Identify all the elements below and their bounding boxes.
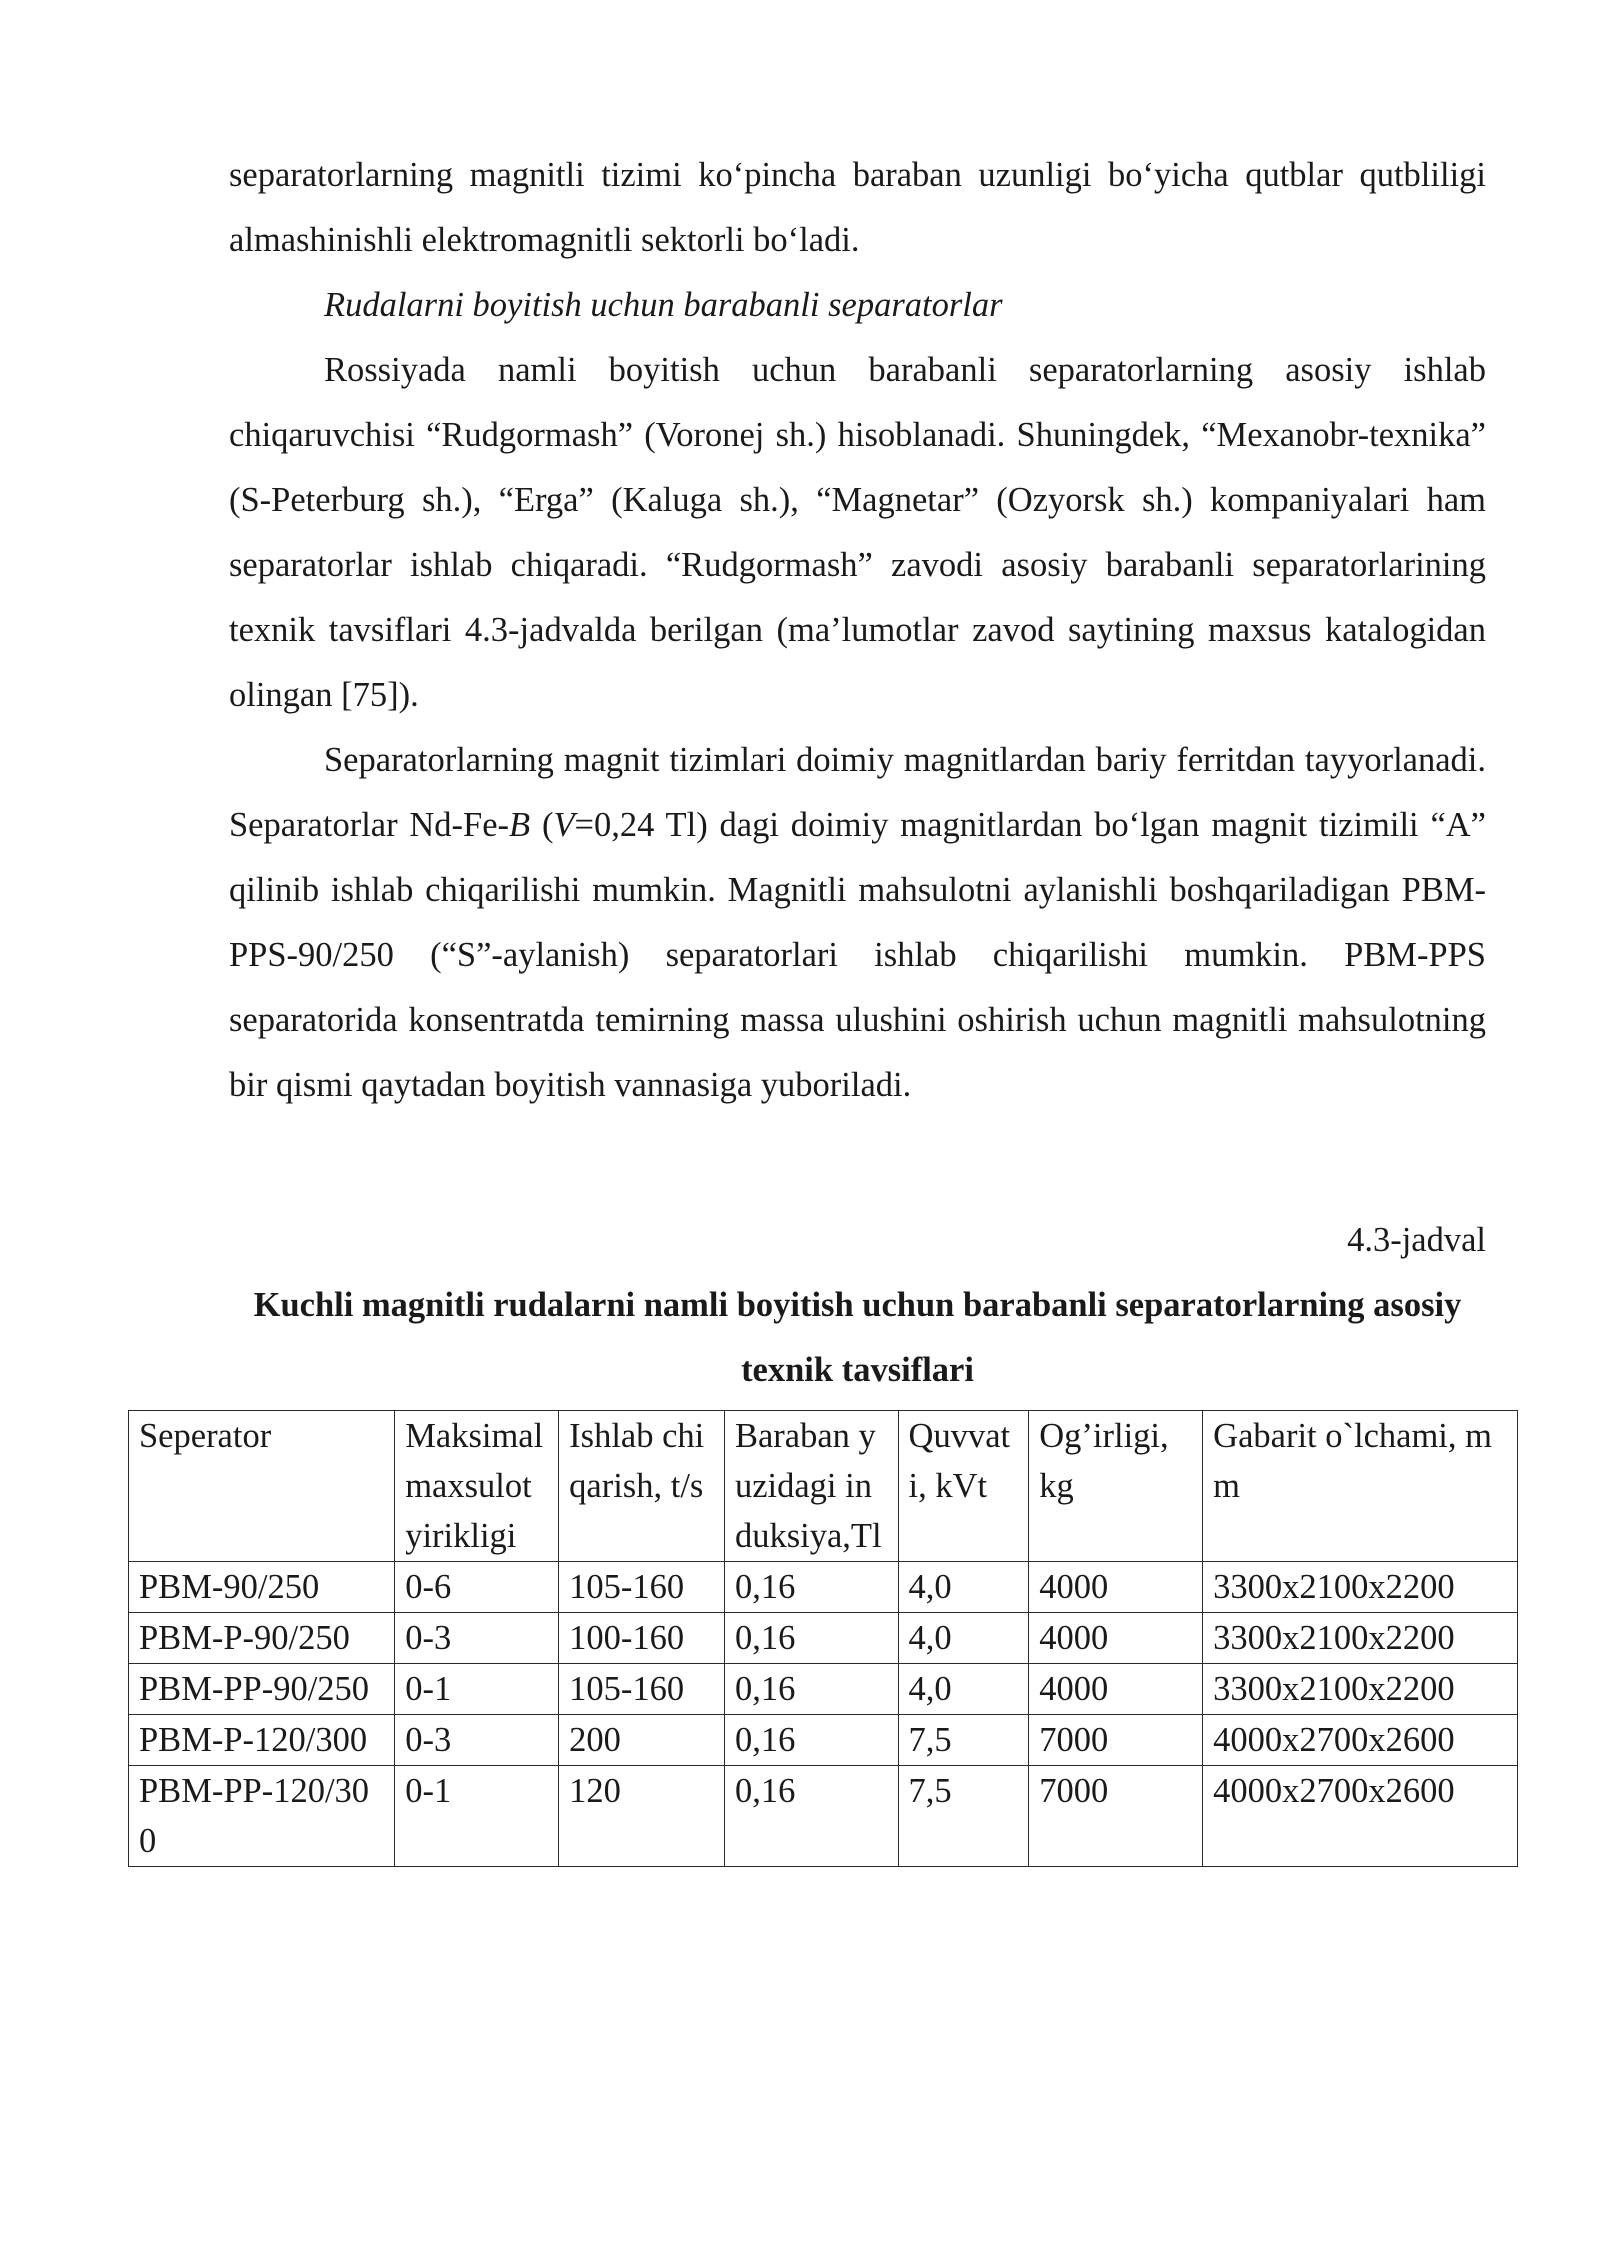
table-cell: 7,5: [898, 1715, 1029, 1766]
table-cell: 200: [559, 1715, 725, 1766]
table-row: [129, 1715, 1518, 1766]
table-cell: 0-1: [395, 1664, 559, 1715]
table-header-row: [129, 1411, 1518, 1562]
section-paragraph-2: Separatorlarning magnit tizimlari doimiy magnitlardan bariy ferritdan tayyorlanadi. Separatorlar Nd-Fe-B (V=0,24 Tl) dagi doimiy magnitlardan bo‘lgan magnit tizimili “A” qilinib ishlab chiqarilishi mumkin. Magnitli mahsulotni aylanishli boshqariladigan PBM-PPS-90/250 (“S”-aylanish) separatorlari ishlab chiqarilishi mumkin. PBM-PPS separatorida konsentratda temirning massa ulushini oshirish uchun magnitli mahsulotning bir qismi qaytadan boyitish vannasiga yuboriladi.: [229, 741, 1486, 1104]
table-cell: 3300x2100x2200: [1203, 1613, 1518, 1664]
table-reference: 4.3-jadval: [1347, 1221, 1486, 1259]
table-cell: 7,5: [898, 1766, 1029, 1867]
table-row: [129, 1766, 1518, 1867]
section-heading: Rudalarni boyitish uchun barabanli separatorlar: [324, 286, 1003, 324]
table-cell: 4000: [1029, 1562, 1203, 1613]
table-cell: 0,16: [724, 1664, 898, 1715]
header-cell: Baraban yuzidagi induksiya,Tl: [724, 1411, 898, 1562]
table-row: [129, 1562, 1518, 1613]
table-cell: 4000: [1029, 1613, 1203, 1664]
table-cell: PBM-P-90/250: [129, 1613, 395, 1664]
header-cell: Og’irligi, kg: [1029, 1411, 1203, 1562]
table-cell: PBM-PP-90/250: [129, 1664, 395, 1715]
table-cell: 3300x2100x2200: [1203, 1562, 1518, 1613]
table-cell: 105-160: [559, 1664, 725, 1715]
table-cell: 4000x2700x2600: [1203, 1766, 1518, 1867]
table-cell: 0,16: [724, 1613, 898, 1664]
intro-paragraph: separatorlarning magnitli tizimi ko‘pincha baraban uzunligi bo‘yicha qutblar qutbliligi almashinishli elektromagnitli sektorli bo‘ladi.: [229, 156, 1486, 259]
table-cell: 4,0: [898, 1664, 1029, 1715]
table-cell: 4,0: [898, 1613, 1029, 1664]
specifications-table: [128, 1410, 1518, 1867]
table-cell: 4,0: [898, 1562, 1029, 1613]
table-cell: PBM-90/250: [129, 1562, 395, 1613]
table-cell: 0,16: [724, 1766, 898, 1867]
table-row: [129, 1613, 1518, 1664]
table-cell: 7000: [1029, 1715, 1203, 1766]
header-cell: Maksimal maxsulot yirikligi: [395, 1411, 559, 1562]
table-cell: 3300x2100x2200: [1203, 1664, 1518, 1715]
table-cell: 0-6: [395, 1562, 559, 1613]
table-cell: 4000: [1029, 1664, 1203, 1715]
header-cell: Seperator: [129, 1411, 395, 1562]
table-cell: 0,16: [724, 1562, 898, 1613]
table-cell: 0-1: [395, 1766, 559, 1867]
table-cell: 0,16: [724, 1715, 898, 1766]
header-cell: Gabarit o`lchami, mm: [1203, 1411, 1518, 1562]
section-paragraph-1: Rossiyada namli boyitish uchun barabanli separatorlarning asosiy ishlab chiqaruvchisi “Rudgormash” (Voronej sh.) hisoblanadi. Shuningdek, “Mexanobr-texnika” (S-Peterburg sh.), “Erga” (Kaluga sh.), “Magnetar” (Ozyorsk sh.) kompaniyalari ham separatorlar ishlab chiqaradi. “Rudgormash” zavodi asosiy barabanli separatorlarining texnik tavsiflari 4.3-jadvalda berilgan (ma’lumotlar zavod saytining maxsus katalogidan olingan [75]).: [229, 351, 1486, 714]
table-cell: 120: [559, 1766, 725, 1867]
table-cell: PBM-PP-120/300: [129, 1766, 395, 1867]
header-cell: Ishlab chiqarish, t/s: [559, 1411, 725, 1562]
table-row: [129, 1664, 1518, 1715]
body-text: [229, 143, 1486, 1118]
table-cell: 105-160: [559, 1562, 725, 1613]
table-cell: PBM-P-120/300: [129, 1715, 395, 1766]
table-cell: 7000: [1029, 1766, 1203, 1867]
table-cell: 100-160: [559, 1613, 725, 1664]
table-cell: 4000x2700x2600: [1203, 1715, 1518, 1766]
header-cell: Quvvati, kVt: [898, 1411, 1029, 1562]
table-cell: 0-3: [395, 1613, 559, 1664]
table-cell: 0-3: [395, 1715, 559, 1766]
table-caption: Kuchli magnitli rudalarni namli boyitish uchun barabanli separatorlarning asosiy texnik tavsiflari: [253, 1286, 1462, 1389]
